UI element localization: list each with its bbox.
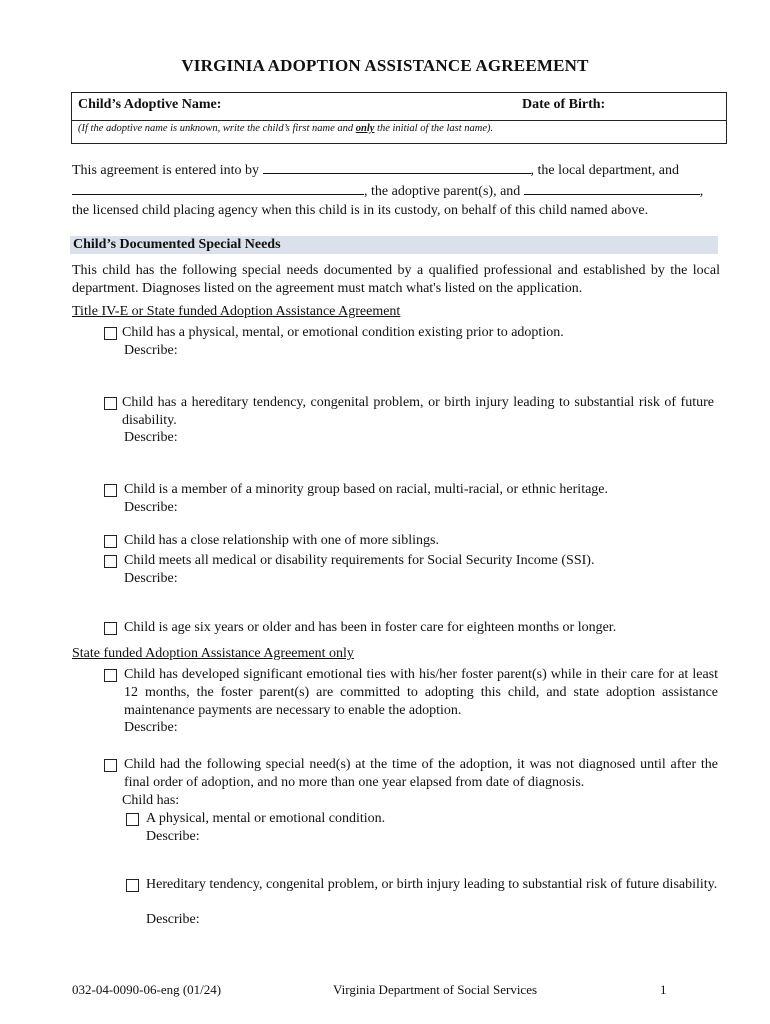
emotional-ties-label: Child has developed significant emotional ties with his/her foster parent(s) while in their care for at least 12 months, the foster parent(s) are committed to adopting this child, and state adoption assistance maintenance payments are necessary to enable the adoption. [124, 667, 718, 718]
page-number: 1 [660, 982, 667, 997]
ssi-checkbox[interactable] [104, 555, 117, 568]
agreement-text: , [699, 184, 704, 199]
adoptive-name-label: Child’s Adoptive Name: [78, 97, 222, 112]
note-text-2: the initial of the last name). [374, 123, 494, 134]
physical-condition-label: Child has a physical, mental, or emotional condition existing prior to adoption. [122, 325, 564, 340]
describe-label: Describe: [146, 912, 200, 927]
sub-physical-condition-label: A physical, mental or emotional condition. [146, 811, 386, 826]
local-department-blank[interactable] [263, 161, 531, 174]
state-funded-heading: State funded Adoption Assistance Agreement only [72, 646, 354, 661]
post-adoption-diagnosis-checkbox[interactable] [104, 759, 117, 772]
age-foster-care-checkbox[interactable] [104, 622, 117, 635]
title-iv-e-heading: Title IV-E or State funded Adoption Assistance Agreement [72, 304, 401, 319]
describe-label: Describe: [124, 720, 178, 735]
emotional-ties-checkbox[interactable] [104, 669, 117, 682]
agreement-line-3: the licensed child placing agency when this child is in its custody, on behalf of this child named above. [72, 203, 649, 218]
special-needs-section-header: Child’s Documented Special Needs [70, 236, 718, 254]
describe-label: Describe: [146, 829, 200, 844]
agreement-text: , the adoptive parent(s), and [364, 184, 524, 199]
adoptive-parents-blank[interactable] [72, 182, 364, 195]
siblings-label: Child has a close relationship with one of more siblings. [124, 533, 439, 548]
note-text-1: (If the adoptive name is unknown, write the child’s first name and [78, 123, 356, 134]
agreement-line-2 [72, 182, 703, 200]
minority-group-label: Child is a member of a minority group based on racial, multi-racial, or ethnic heritage. [124, 482, 609, 497]
hereditary-tendency-checkbox[interactable] [104, 397, 117, 410]
special-needs-intro: This child has the following special needs documented by a qualified professional and established by the local department. Diagnoses listed on the agreement must match what's listed on the application. [72, 263, 720, 296]
describe-label: Describe: [124, 500, 178, 515]
sub-hereditary-tendency-label: Hereditary tendency, congenital problem, or birth injury leading to substantial risk of future disability. [146, 877, 718, 892]
describe-label: Describe: [124, 343, 178, 358]
form-id: 032-04-0090-06-eng (01/24) [72, 982, 222, 997]
describe-label: Describe: [124, 430, 178, 445]
date-of-birth-label: Date of Birth: [522, 97, 606, 112]
post-adoption-diagnosis-label: Child had the following special need(s) at the time of the adoption, it was not diagnosed until after the final order of adoption, and no more than one year elapsed from date of diagnosis. [124, 757, 718, 790]
physical-condition-checkbox[interactable] [104, 327, 117, 340]
child-id-row [72, 93, 726, 121]
hereditary-tendency-label: Child has a hereditary tendency, congenital problem, or birth injury leading to substantial risk of future disability. [122, 395, 714, 428]
siblings-checkbox[interactable] [104, 535, 117, 548]
sub-hereditary-tendency-checkbox[interactable] [126, 879, 139, 892]
agreement-line-1 [72, 161, 679, 179]
note-emphasis: only [355, 123, 375, 134]
adoptive-name-note [78, 123, 493, 134]
ssi-label: Child meets all medical or disability requirements for Social Security Income (SSI). [124, 553, 595, 568]
agreement-text: This agreement is entered into by [72, 163, 263, 178]
placing-agency-blank[interactable] [524, 182, 700, 195]
describe-label: Describe: [124, 571, 178, 586]
minority-group-checkbox[interactable] [104, 484, 117, 497]
child-id-box [71, 92, 727, 144]
sub-physical-condition-checkbox[interactable] [126, 813, 139, 826]
agency-name: Virginia Department of Social Services [333, 982, 538, 997]
age-foster-care-label: Child is age six years or older and has been in foster care for eighteen months or longer. [124, 620, 617, 635]
document-title: VIRGINIA ADOPTION ASSISTANCE AGREEMENT [181, 56, 589, 75]
agreement-text: , the local department, and [530, 163, 679, 178]
child-has-label: Child has: [122, 793, 180, 808]
